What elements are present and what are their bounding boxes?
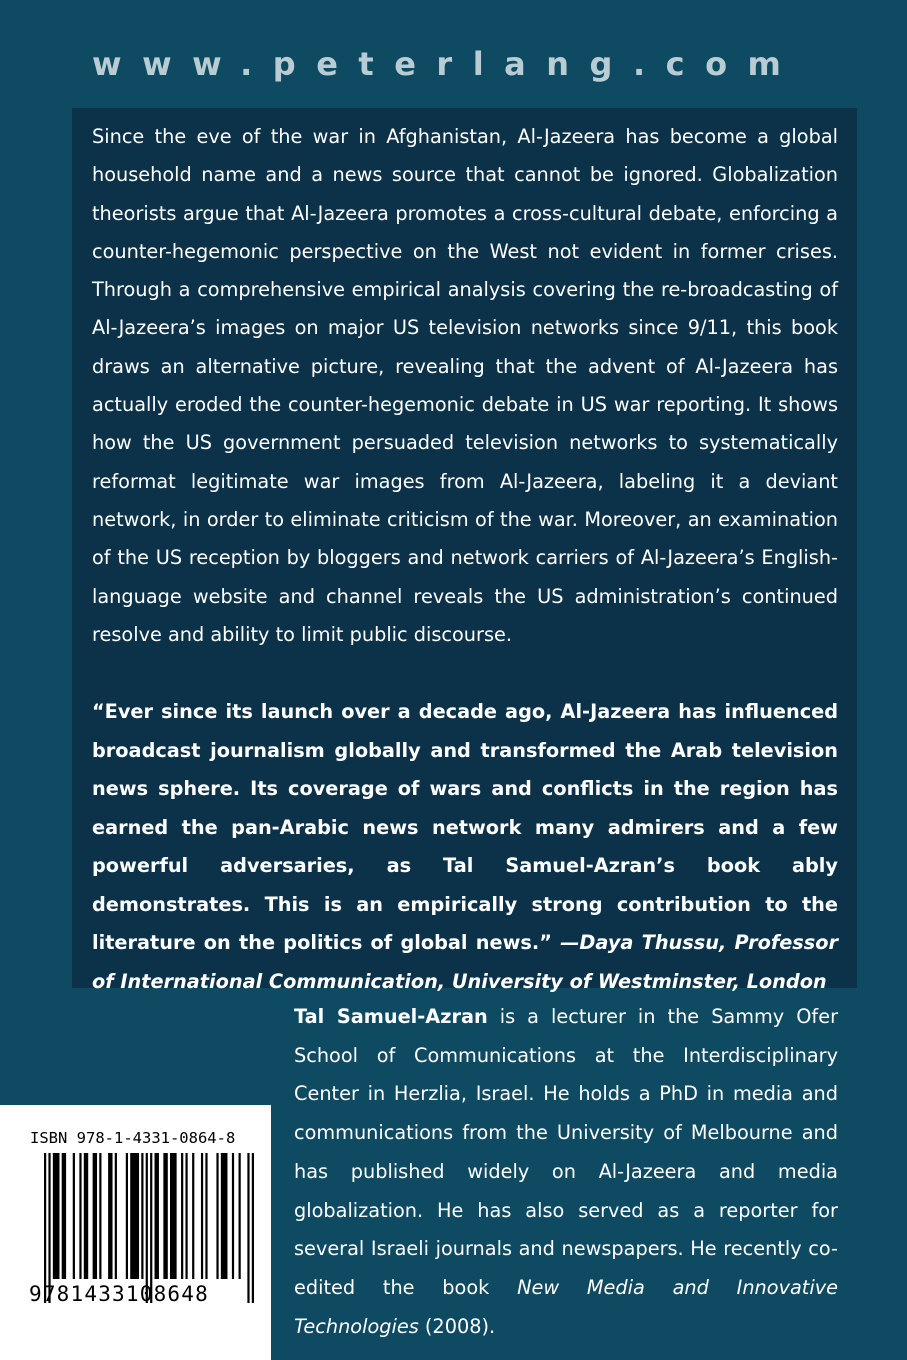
- barcode-bars: [44, 1153, 254, 1303]
- barcode-bar: [53, 1153, 60, 1279]
- barcode-bar: [62, 1153, 66, 1279]
- barcode-bar: [150, 1153, 152, 1303]
- book-year: (2008).: [424, 1314, 496, 1338]
- barcode-bar: [216, 1153, 218, 1279]
- barcode-bar: [239, 1153, 241, 1279]
- barcode-bar: [141, 1153, 143, 1279]
- author-bio-text: is a lecturer in the Sammy Ofer School of Communications at the Interdisciplinary Center in Herzlia, Israel. He holds a PhD in media and communications from the University of Melbourne and has published widely on Al-Jazeera and media globalization. He has also served as a reporter for several Israeli journals and newspapers. He recently co-edited the book: [294, 1005, 839, 1299]
- barcode-bar: [108, 1153, 112, 1279]
- book-description: Since the eve of the war in Afghanistan, Al-Jazeera has become a global household name and a news source that cannot be ignored. Globalization theorists argue that Al-Jazeera promotes a cross-cultural debate, enforcing a counter-hegemonic perspective on the West not evident in former crises. Through a comprehensive empirical analysis covering the re-broadcasting of Al-Jazeera’s images on major US television networks since 9/11, this book draws an alternative picture, revealing that the advent of Al-Jazeera has actually eroded the counter-hegemonic debate in US war reporting. It shows how the US government persuaded television networks to systematically reformat legitimate war images from Al-Jazeera, labeling it a deviant network, in order to eliminate criticism of the war. Moreover, an examination of the US reception by bloggers and network carriers of Al-Jazeera’s English-language website and channel reveals the US administration’s continued resolve and ability to limit public discourse.: [92, 125, 838, 646]
- barcode-bar: [115, 1153, 117, 1279]
- barcode-bar: [221, 1153, 228, 1279]
- barcode-bar: [192, 1153, 194, 1279]
- barcode-bar: [130, 1153, 139, 1279]
- book-title: New Media and Innovative Technologies: [294, 1275, 838, 1338]
- barcode-bar: [181, 1153, 183, 1279]
- barcode-bar: [84, 1153, 88, 1279]
- barcode-bar: [201, 1153, 203, 1279]
- barcode-bar: [155, 1153, 159, 1279]
- isbn-label: ISBN 978-1-4331-0864-8: [30, 1129, 236, 1147]
- barcode-bar: [252, 1153, 254, 1303]
- barcode-number: 9781433108648: [29, 1282, 209, 1306]
- barcode-bar: [146, 1153, 148, 1303]
- barcode-bar: [170, 1153, 177, 1279]
- barcode-bar: [93, 1153, 97, 1279]
- publisher-url: www.peterlang.com: [92, 45, 802, 83]
- barcode-bar: [185, 1153, 187, 1279]
- endorsement-attribution: —Daya Thussu, Professor of International Communication, University of Westminster, London: [92, 931, 839, 993]
- barcode-bar: [79, 1153, 81, 1279]
- author-bio: [294, 998, 838, 1346]
- endorsement-text: “Ever since its launch over a decade ago, Al-Jazeera has influenced broadcast journalism globally and transformed the Arab television news sphere. Its coverage of wars and conflicts in the region has earned the pan-Arabic news network many admirers and a few powerful adversaries, as Tal Samuel-Azran’s book ably demonstrates. This is an empirically strong contribution to the literature on the politics of global news.”: [92, 700, 838, 954]
- barcode-bar: [232, 1153, 234, 1279]
- barcode-bar: [99, 1153, 101, 1279]
- author-name: Tal Samuel-Azran: [294, 1005, 488, 1028]
- barcode-bar: [44, 1153, 46, 1303]
- endorsement-quote: [92, 693, 838, 1001]
- barcode-bar: [163, 1153, 167, 1279]
- barcode-bar: [126, 1153, 128, 1279]
- barcode-bar: [73, 1153, 75, 1279]
- barcode-bar: [48, 1153, 50, 1303]
- barcode-bar: [247, 1153, 249, 1303]
- barcode-bar: [205, 1153, 207, 1279]
